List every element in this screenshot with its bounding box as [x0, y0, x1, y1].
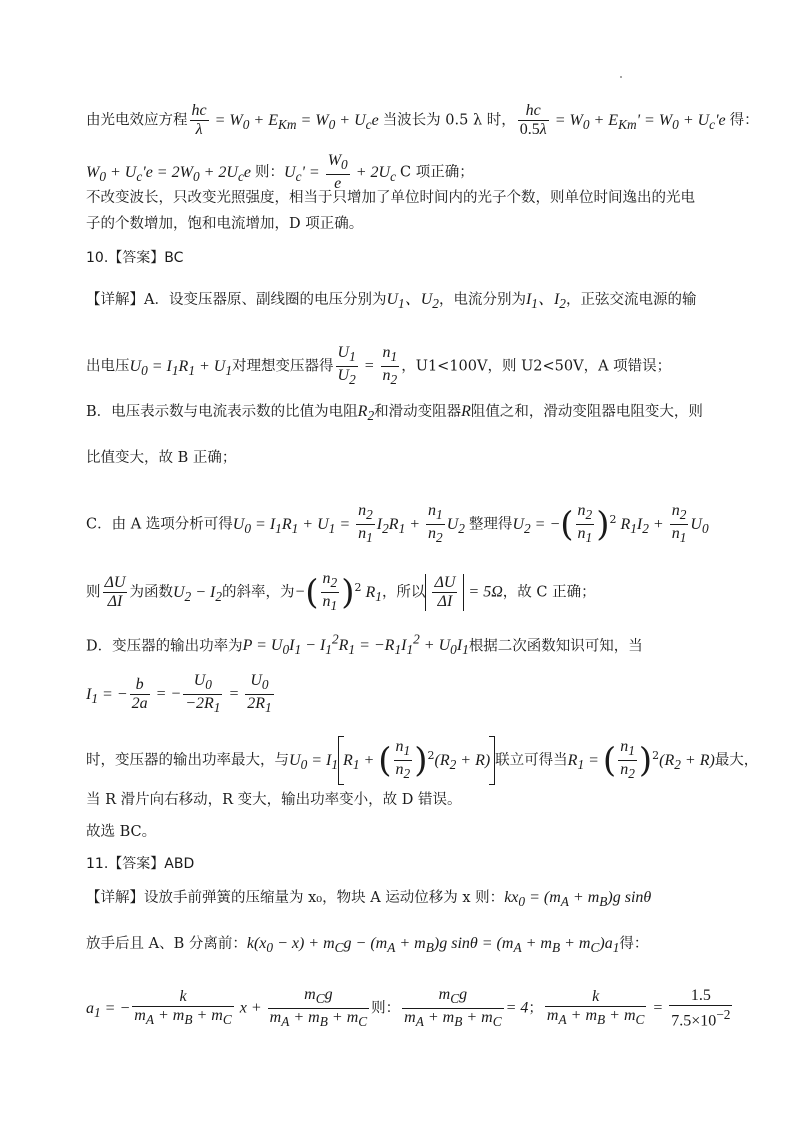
- text-segment: 和滑动变阻器: [374, 404, 462, 420]
- text-segment: C．由 A 选项分析可得: [86, 516, 233, 533]
- w0-over-e-fraction: $\frac{W_0}{e}$: [327, 152, 348, 193]
- text-segment: = 4: [505, 999, 529, 1017]
- text-segment: ；: [528, 1000, 543, 1017]
- formula: $I_2R_1$ +: [376, 515, 425, 536]
- q10-option-a-line2: 出电压$U_0 = I_1R_1 + U_1$对理想变压器得 $\frac{U_1}{U_2}$ = $\frac{n_1}{n_2}$ ，U1<100V，则 U2<50V，A 项错误；: [86, 344, 672, 388]
- delta-u-over-delta-i: $\frac{\Delta U}{\Delta I}$: [104, 574, 126, 611]
- formula: $I_1$、$I_2$: [525, 291, 566, 312]
- text-segment: 得：: [729, 112, 759, 129]
- fraction: $\frac{n_1}{n_2}$: [620, 738, 635, 782]
- formula: $kx_0 = (m_A + m_B)g$ sinθ: [504, 889, 652, 910]
- text-segment: 当波长为 0.5 λ 时，: [382, 112, 516, 129]
- fraction: $\frac{1.5}{7.5\times 10^{-2}}$: [671, 987, 731, 1030]
- formula: $U_c'$ =: [284, 163, 324, 184]
- formula: $R_1I_2$ +: [616, 515, 668, 536]
- photoelectric-equation-line: [86, 102, 760, 139]
- text-segment: 【详解】A．设变压器原、副线圈的电压分别为: [86, 292, 387, 308]
- q10-option-d-line4: 当 R 滑片向右移动，R 变大，输出功率变小，故 D 错误。: [86, 792, 462, 808]
- fraction: $\frac{U_0}{2R_1}$: [247, 672, 272, 716]
- formula: $U_0$: [690, 515, 709, 536]
- text-segment: 由光电效应方程: [86, 112, 188, 129]
- q10-option-d-line2: $I_1$ = − $\frac{b}{2a}$ = − $\frac{U_0}{-2R_1}$ = $\frac{U_0}{2R_1}$: [86, 672, 272, 716]
- formula: $W_0 + U_c'e = 2W_0 + 2U_ce$: [86, 163, 255, 184]
- fraction: $\frac{n_1}{n_2}$: [395, 738, 411, 782]
- formula: = 5Ω: [464, 583, 503, 601]
- formula: + $2U_c$: [351, 163, 396, 184]
- hc-over-lambda-fraction: $\frac{hc}{\lambda}$: [191, 102, 207, 138]
- formula: = $W_0 + E_{Km} = W_0 + U_ce$: [210, 111, 383, 132]
- voltage-ratio-fraction: $\frac{U_1}{U_2}$: [337, 344, 356, 388]
- turns-ratio-fraction: $\frac{n_1}{n_2}$: [382, 344, 398, 388]
- scan-speck: [620, 76, 622, 78]
- formula: R: [461, 403, 471, 420]
- formula: $P = U_0I_1 - I_1^2R_1 = -R_1I_1^2 + U_0I_1$: [242, 632, 469, 658]
- formula: $R_1$: [361, 583, 382, 604]
- fraction: $\frac{k}{m_A + m_B + m_C}$: [546, 988, 645, 1028]
- formula: $U_0 = I_1$: [289, 751, 339, 772]
- absolute-value: [425, 574, 464, 611]
- paragraph-line: 子的个数增加，饱和电流增加，D 项正确。: [86, 216, 364, 232]
- text-segment: ，U1<100V，则 U2<50V，A 项错误；: [401, 358, 672, 375]
- fraction: $\frac{k}{m_A + m_B + m_C}$: [134, 988, 232, 1028]
- fraction: $\frac{m_Cg}{m_A + m_B + m_C}$: [404, 986, 502, 1030]
- hc-over-half-lambda-fraction: $\frac{hc}{0.5\lambda}$: [519, 102, 547, 138]
- text-segment: 则: [86, 584, 101, 601]
- text-segment: ，电流分别为: [438, 292, 526, 308]
- q10-conclusion: 故选 BC。: [86, 824, 157, 840]
- formula: $k(x_0 - x) + m_Cg - (m_A + m_B)g$ $\sin\theta = (m_A + m_B + m_C)a_1$: [246, 935, 620, 956]
- text-segment: ，故 C 正确；: [502, 584, 596, 601]
- q10-option-d-line3: 时，变压器的输出功率最大，与$U_0 = I_1$ $R_1$ + ( $\frac{n_1}{n_2}$ )$^2(R_2 + R)$ 联立可得当$R_1$ = ( $\frac{n_1}{n_2}$ )$^2(R_2 + R)$最大，: [86, 736, 760, 785]
- q11-detail-line3: $a_1$ = − $\frac{k}{m_A + m_B + m_C}$ x + $\frac{m_Cg}{m_A + m_B + m_C}$ 则： $\frac{m_Cg}{m_A + m_B + m_C}$ = 4； $\frac{k}{m_A + m_B + m_C}$ = $\frac{1.5}{7.5\times 10^{-2}}$: [86, 986, 731, 1030]
- text-segment: 时，变压器的输出功率最大，与: [86, 752, 289, 769]
- formula: $U_0 = I_1R_1 + U_1$ =: [232, 515, 355, 536]
- formula: = $W_0 + E_{Km}' = W_0 + U_c'e$: [550, 111, 730, 132]
- formula: $R_1$ =: [567, 751, 603, 772]
- text-segment: D．变压器的输出功率为: [86, 638, 243, 655]
- text-segment: ，所以: [381, 584, 426, 601]
- text-segment: 阻值之和，滑动变阻器电阻变大，则: [470, 404, 703, 420]
- formula: $a_1$ = −: [86, 999, 131, 1020]
- q11-answer-heading: 11.【答案】ABD: [86, 856, 195, 872]
- fraction: $\frac{n_1}{n_2}$: [428, 502, 443, 546]
- stopping-voltage-line: [86, 152, 760, 193]
- text-segment: 放手后且 A、B 分离前：: [86, 936, 247, 952]
- fraction: $\frac{\Delta U}{\Delta I}$: [434, 574, 456, 611]
- text-segment: 【详解】设放手前弹簧的压缩量为 x₀，物块 A 运动位移为 x 则：: [86, 890, 505, 906]
- text-segment: 得：: [619, 936, 649, 952]
- fraction: $\frac{n_2}{n_1}$: [322, 570, 338, 614]
- text-segment: 则：: [371, 1000, 401, 1017]
- q10-option-a-line1: [86, 290, 760, 314]
- formula: $(R_2 + R)$: [659, 751, 715, 772]
- fraction: $\frac{U_0}{-2R_1}$: [185, 672, 221, 716]
- text-segment: 最大，: [714, 752, 759, 769]
- text-segment: 联立可得当: [495, 752, 568, 769]
- formula: $U_2$ = −: [512, 515, 561, 536]
- q10-option-d-line1: [86, 630, 760, 661]
- text-segment: 整理得: [468, 516, 513, 533]
- formula: $U_0 = I_1R_1 + U_1$: [129, 357, 233, 378]
- fraction: $\frac{m_Cg}{m_A + m_B + m_C}$: [269, 986, 368, 1030]
- text-segment: ，正弦交流电源的输: [565, 292, 697, 308]
- text-segment: 根据二次函数知识可知，当: [468, 638, 643, 655]
- formula: $R_2$: [357, 403, 375, 424]
- formula: $U_2$: [446, 515, 465, 536]
- text-segment: C 项正确；: [399, 164, 474, 181]
- text-segment: 则：: [255, 164, 284, 181]
- bracket-expression: $R_1$ + ( $\frac{n_1}{n_2}$ )$^2(R_2 + R)$: [338, 736, 495, 785]
- text-segment: 对理想变压器得: [232, 358, 334, 375]
- formula: $U_1$、$U_2$: [386, 291, 439, 312]
- q10-option-c-line2: 则 $\frac{\Delta U}{\Delta I}$ 为函数$U_2 - I_2$的斜率，为−( $\frac{n_2}{n_1}$ )$^2$ $R_1$，所以 $\frac{\Delta U}{\Delta I}$ = 5Ω，故 C 正确；: [86, 570, 596, 614]
- text-segment: 为函数: [129, 584, 173, 601]
- paragraph-line: 不改变波长，只改变光照强度，相当于只增加了单位时间内的光子个数，则单位时间逸出的光电: [86, 190, 695, 206]
- q11-detail-line2: [86, 934, 760, 958]
- fraction: $\frac{n_2}{n_1}$: [577, 502, 593, 546]
- q10-option-b-line1: [86, 402, 760, 426]
- fraction: $\frac{b}{2a}$: [131, 676, 148, 713]
- q10-answer-heading: 10.【答案】BC: [86, 250, 184, 266]
- text-segment: 的斜率，为: [221, 584, 295, 601]
- fraction: $\frac{n_2}{n_1}$: [358, 502, 373, 546]
- formula: $U_2 - I_2$: [172, 583, 222, 604]
- q11-detail-line1: [86, 888, 760, 912]
- text-segment: 出电压: [86, 358, 130, 375]
- text-segment: B．电压表示数与电流表示数的比值为电阻: [86, 404, 358, 420]
- q10-option-b-line2: 比值变大，故 B 正确；: [86, 450, 237, 466]
- fraction: $\frac{n_2}{n_1}$: [671, 502, 687, 546]
- formula: $I_1$ = −: [86, 685, 128, 706]
- q10-option-c-line1: C．由 A 选项分析可得$U_0 = I_1R_1 + U_1$ = $\frac{n_2}{n_1}$ $I_2R_1$ + $\frac{n_1}{n_2}$ $U_2$ 整理得$U_2$ = −( $\frac{n_2}{n_1}$ )$^2$ $R_1I_2$ + $\frac{n_2}{n_1}$ $U_0$: [86, 502, 709, 546]
